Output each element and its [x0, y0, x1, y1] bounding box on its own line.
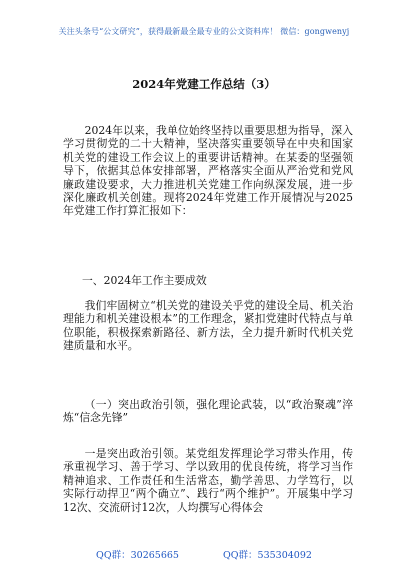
footer-contact	[0, 547, 408, 561]
paragraph-intro: 2024年以来，我单位始终坚持以重要思想为指导，深入学习贯彻党的二十大精神，坚决落实重要领导在中央和国家机关党的建设工作会议上的重要讲话精神。在某委的坚强领导下，依据其总体安排部署，严格落实全面从严治党和党风廉政建设要求，大力推进机关党建工作向纵深发展，进一步深化廉政机关创建。现将2024年党建工作开展情况与2025年党建工作打算汇报如下：	[63, 124, 353, 218]
paragraph-work-concept: 我们牢固树立“机关党的建设关乎党的建设全局、机关治理能力和机关建设根本”的工作理念，紧扣党建时代特点与单位职能，积极探索新路径、新方法，全力提升新时代机关党建质量和水平。	[63, 299, 353, 353]
subsection-heading-1: （一）突出政治引领，强化理论武装，以“政治聚魂”淬炼“信念先锋”	[63, 398, 353, 425]
section-heading-1: 一、2024年工作主要成效	[82, 274, 207, 287]
document-title: 2024年党建工作总结（3）	[132, 77, 276, 91]
footer-qq-group-1: QQ群：30265665	[96, 550, 179, 561]
header-promo-note: 关注头条号“公文研究”，获得最新最全最专业的公文资料库！ 微信：gongwenyj	[58, 27, 350, 36]
paragraph-political-guidance: 一是突出政治引领。某党组发挥理论学习带头作用，传承重视学习、善于学习、学以致用的优良传统，将学习当作精神追求、工作责任和生活常态，勤学善思、力学笃行，以实际行动捍卫“两个确立”、践行“两个维护”。开展集中学习12次、交流研讨12次，人均撰写心得体会	[63, 447, 353, 514]
footer-qq-group-2: QQ群：535304092	[222, 550, 312, 561]
